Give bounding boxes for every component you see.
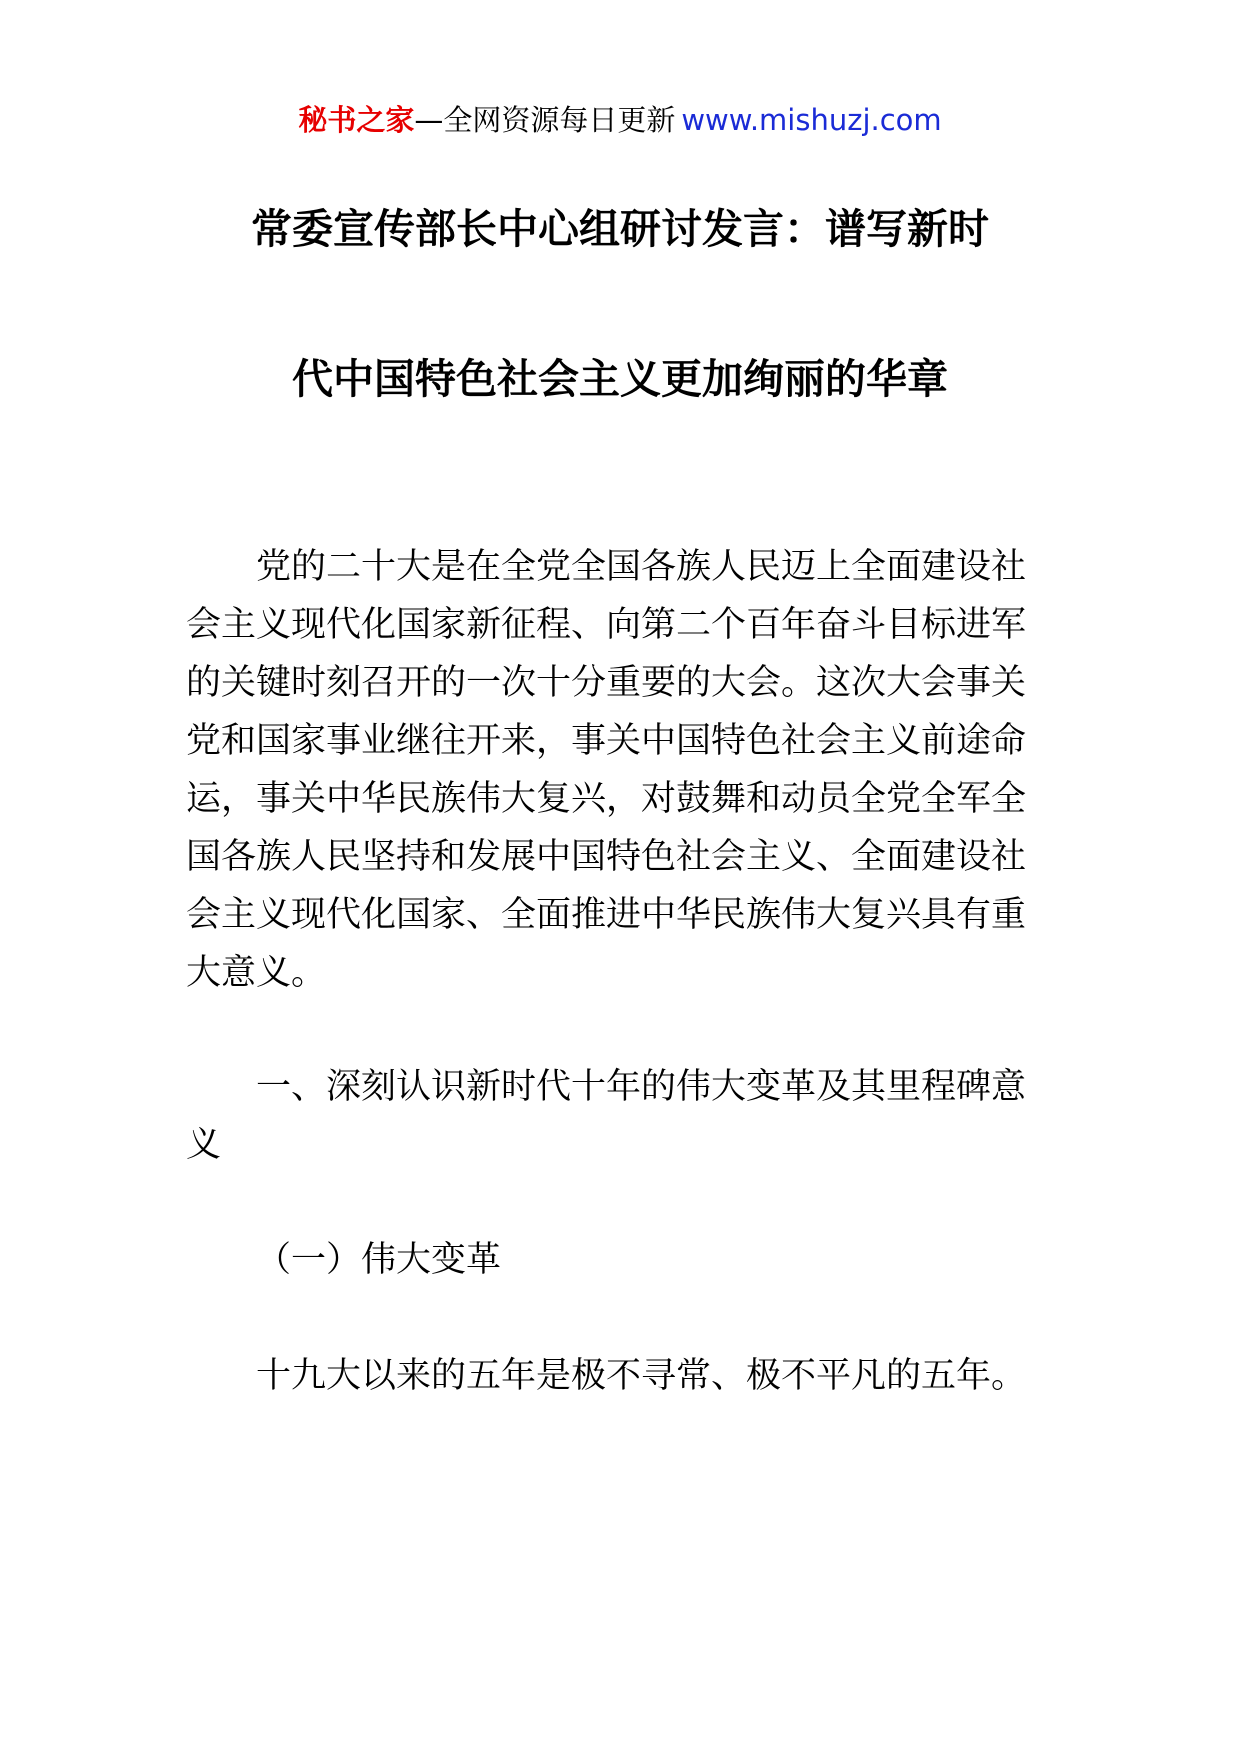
paragraph-2-line: 十九大以来的五年是极不寻常、极不平凡的五年。 xyxy=(256,1356,1027,1396)
paragraph-1-line: 会主义现代化国家、全面推进中华民族伟大复兴具有重 xyxy=(186,895,1027,935)
paragraph-1-line: 党的二十大是在全党全国各族人民迈上全面建设社 xyxy=(256,547,1027,587)
section-1-heading-line: 一、深刻认识新时代十年的伟大变革及其里程碑意 xyxy=(256,1067,1027,1107)
section-1-heading-line: 义 xyxy=(186,1125,222,1165)
document-title-line-1: 常委宣传部长中心组研讨发言：谱写新时 xyxy=(251,205,989,253)
paragraph-1-line: 国各族人民坚持和发展中国特色社会主义、全面建设社 xyxy=(186,837,1027,877)
brand-name: 秘书之家 xyxy=(298,103,415,137)
paragraph-1-line: 运，事关中华民族伟大复兴，对鼓舞和动员全党全军全 xyxy=(186,779,1027,819)
paragraph-1-line: 会主义现代化国家新征程、向第二个百年奋斗目标进军 xyxy=(186,605,1027,645)
header-tagline: —全网资源每日更新 xyxy=(414,103,676,137)
subsection-1-heading: （一）伟大变革 xyxy=(256,1240,502,1280)
site-url-link[interactable]: www.mishuzj.com xyxy=(681,103,942,137)
site-header xyxy=(0,100,1240,140)
paragraph-1-line: 大意义。 xyxy=(186,953,327,993)
paragraph-1-line: 党和国家事业继往开来，事关中国特色社会主义前途命 xyxy=(186,721,1027,761)
document-title-line-2: 代中国特色社会主义更加绚丽的华章 xyxy=(292,355,948,403)
paragraph-1-line: 的关键时刻召开的一次十分重要的大会。这次大会事关 xyxy=(186,663,1027,703)
